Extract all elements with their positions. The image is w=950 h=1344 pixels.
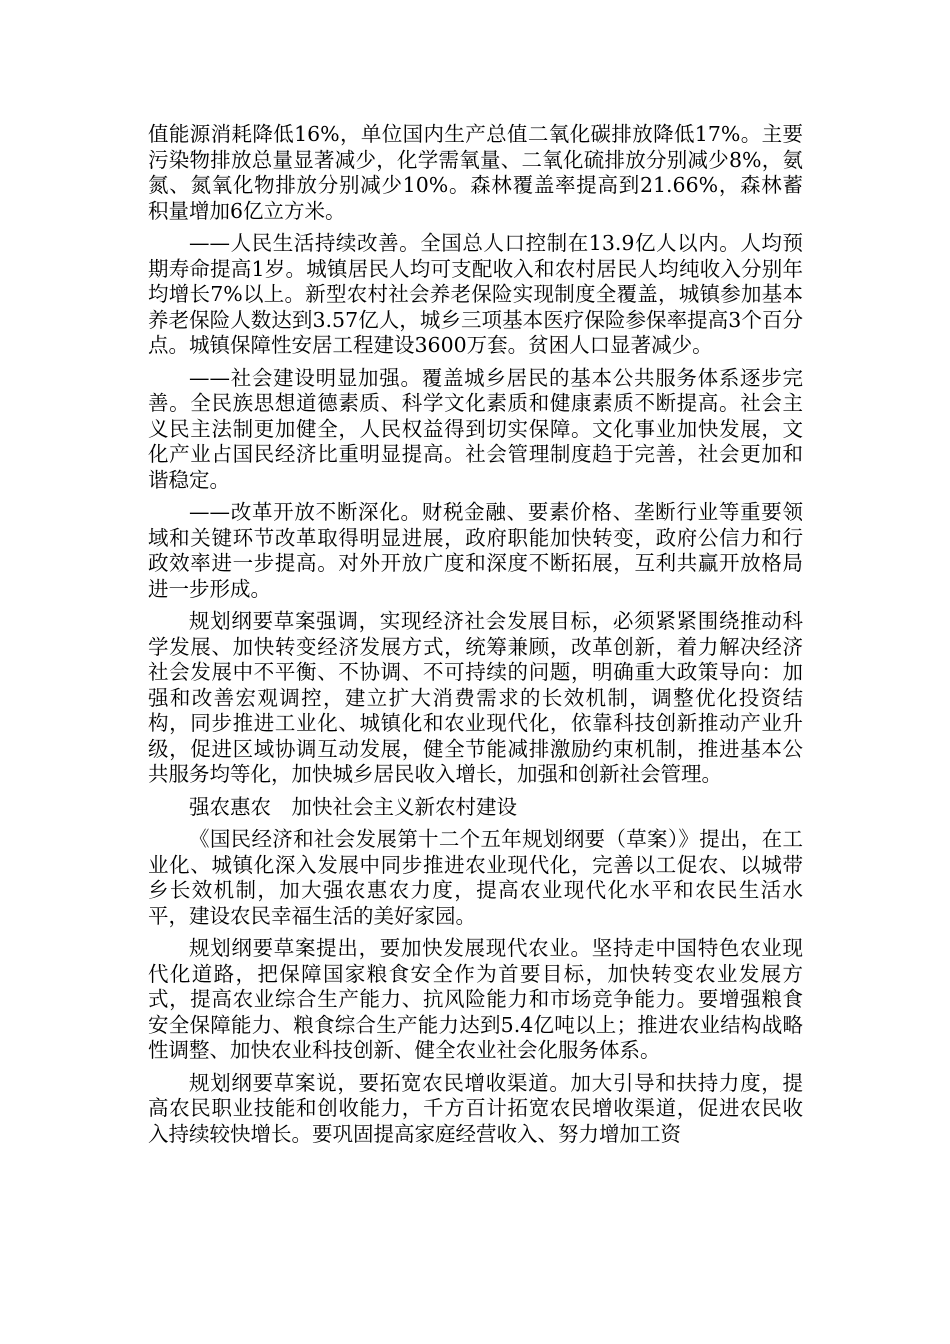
paragraph-farmer-income: 规划纲要草案说，要拓宽农民增收渠道。加大引导和扶持力度，提高农民职业技能和创收能力，千方百计拓宽农民增收渠道，促进农民收入持续较快增长。要巩固提高家庭经营收入、努力增加工资 [148, 1070, 803, 1146]
paragraph-reform-opening: ——改革开放不断深化。财税金融、要素价格、垄断行业等重要领域和关键环节改革取得明显进展，政府职能加快转变，政府公信力和行政效率进一步提高。对外开放广度和深度不断拓展，互利共赢开放格局进一步形成。 [148, 500, 803, 601]
paragraph-modern-agriculture: 规划纲要草案提出，要加快发展现代农业。坚持走中国特色农业现代化道路，把保障国家粮食安全作为首要目标，加快转变农业发展方式，提高农业综合生产能力、抗风险能力和市场竞争能力。要增强粮食安全保障能力、粮食综合生产能力达到5.4亿吨以上；推进农业结构战略性调整、加快农业科技创新、健全农业社会化服务体系。 [148, 936, 803, 1062]
paragraph-living-standards: ——人民生活持续改善。全国总人口控制在13.9亿人以内。人均预期寿命提高1岁。城镇居民人均可支配收入和农村居民人均纯收入分别年均增长7%以上。新型农村社会养老保险实现制度全覆盖，城镇参加基本养老保险人数达到3.57亿人，城乡三项基本医疗保险参保率提高3个百分点。城镇保障性安居工程建设3600万套。贫困人口显著减少。 [148, 231, 803, 357]
section-heading: 强农惠农 加快社会主义新农村建设 [189, 794, 517, 819]
paragraph-social-construction: ——社会建设明显加强。覆盖城乡居民的基本公共服务体系逐步完善。全民族思想道德素质、科学文化素质和健康素质不断提高。社会主义民主法制更加健全，人民权益得到切实保障。文化事业加快发展，文化产业占国民经济比重明显提高。社会管理制度趋于完善，社会更加和谐稳定。 [148, 365, 803, 492]
paragraph-policy-direction: 规划纲要草案强调，实现经济社会发展目标，必须紧紧围绕推动科学发展、加快转变经济发展方式，统筹兼顾，改革创新，着力解决经济社会发展中不平衡、不协调、不可持续的问题，明确重大政策导向：加强和改善宏观调控，建立扩大消费需求的长效机制，调整优化投资结构，同步推进工业化、城镇化和农业现代化，依靠科技创新推动产业升级，促进区域协调互动发展，健全节能减排激励约束机制，推进基本公共服务均等化，加快城乡居民收入增长，加强和创新社会管理。 [148, 609, 803, 786]
paragraph-outline-proposal: 《国民经济和社会发展第十二个五年规划纲要（草案）》提出，在工业化、城镇化深入发展中同步推进农业现代化，完善以工促农、以城带乡长效机制，加大强农惠农力度，提高农业现代化水平和农民生活水平，建设农民幸福生活的美好家园。 [148, 827, 803, 928]
paragraph-continued: 值能源消耗降低16%，单位国内生产总值二氧化碳排放降低17%。主要污染物排放总量显著减少，化学需氧量、二氧化硫排放分别减少8%，氨氮、氮氧化物排放分别减少10%。森林覆盖率提高到21.66%，森林蓄积量增加6亿立方米。 [148, 122, 803, 223]
document-body [148, 122, 803, 1154]
